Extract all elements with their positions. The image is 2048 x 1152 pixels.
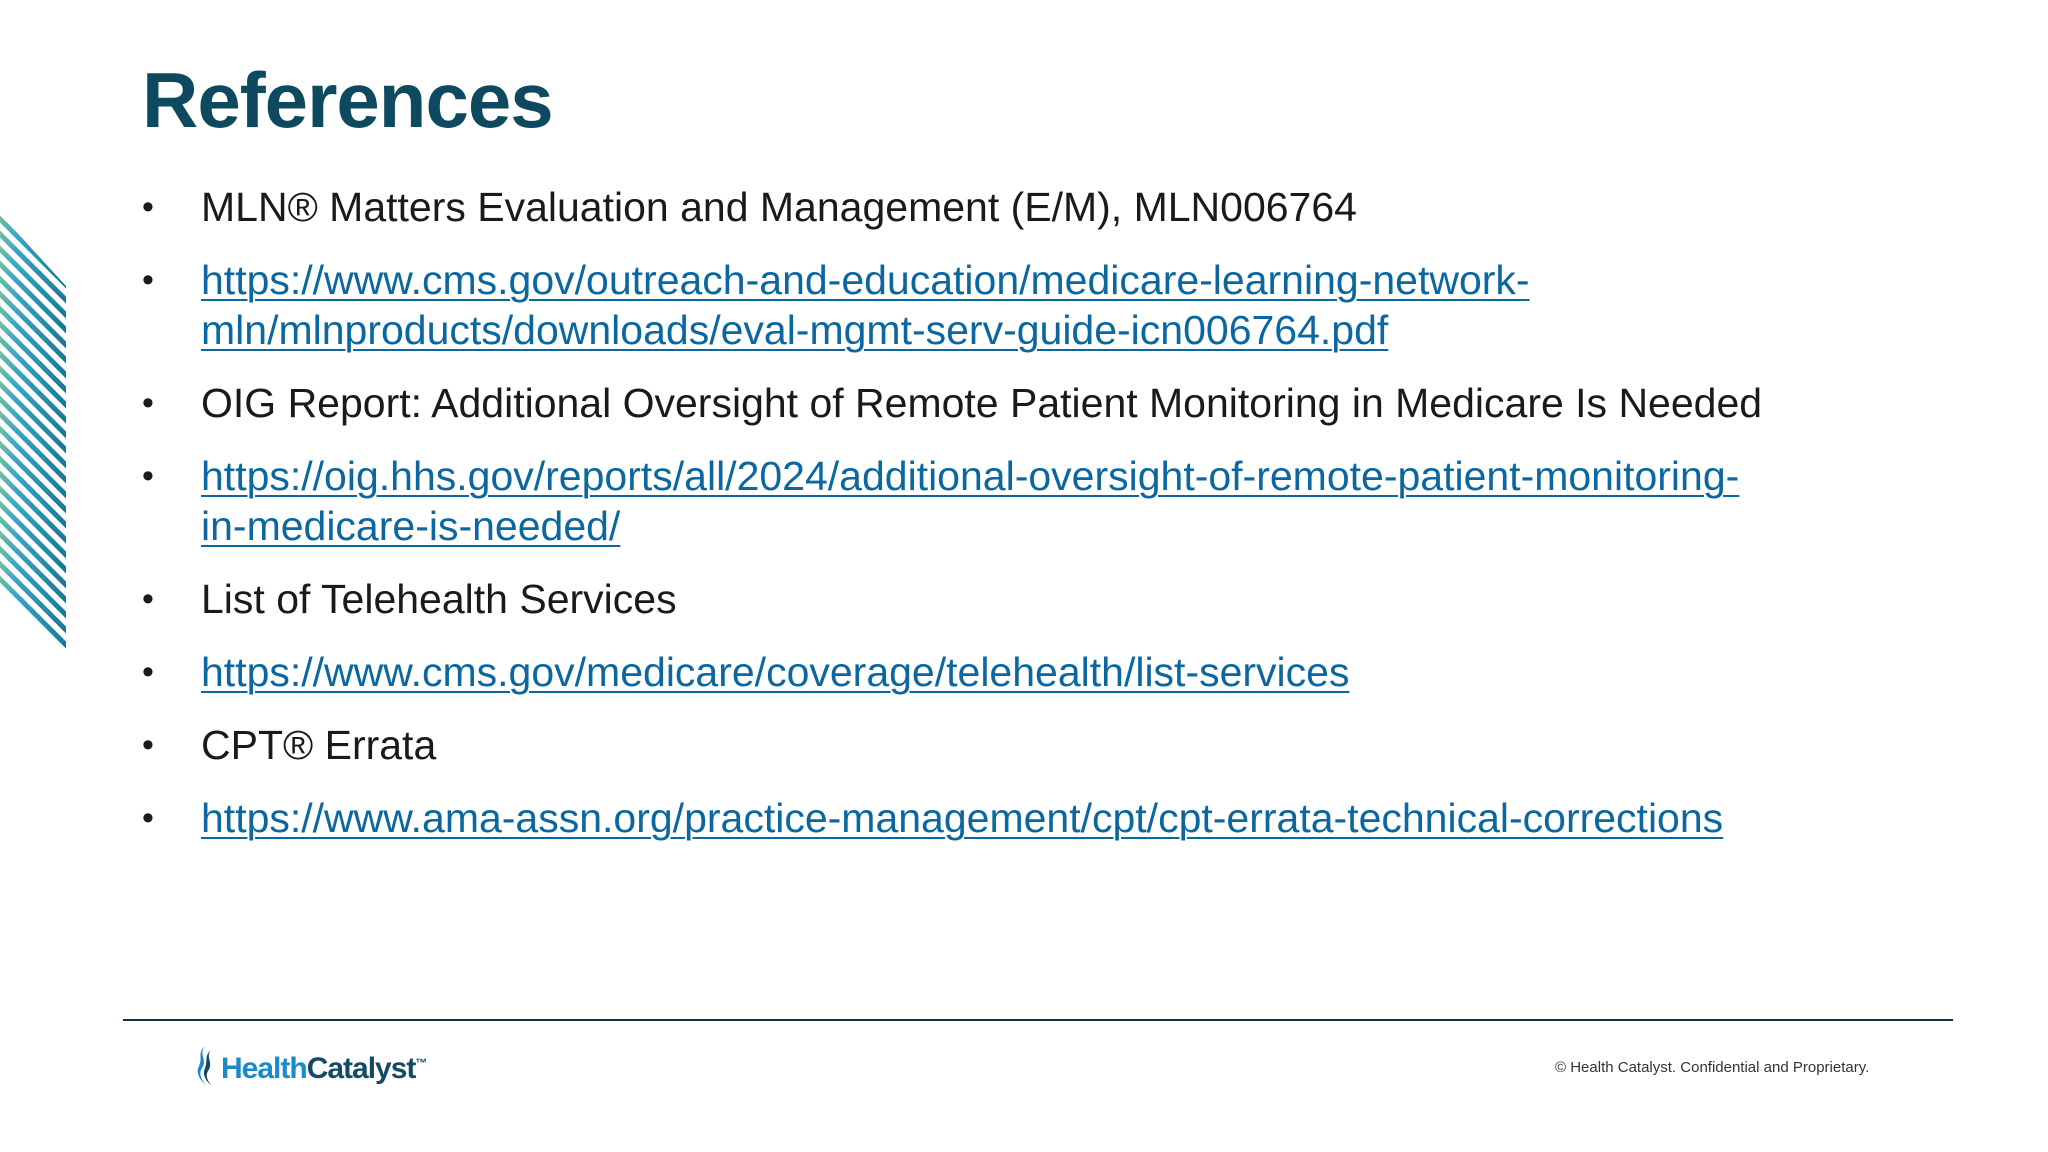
footer-divider [123,1019,1953,1021]
link-line-2: in-medicare-is-needed/ [201,503,621,549]
bullet: • [142,188,154,226]
stripe-line [0,214,70,224]
slide-title: References [142,56,553,144]
reference-text: List of Telehealth Services [201,576,677,622]
reference-item [142,793,1942,843]
reference-item [142,182,1942,232]
bullet: • [142,726,154,764]
reference-item [142,647,1942,697]
reference-link-cms-em-guide[interactable] [201,257,1530,353]
stripe-line [0,644,70,656]
logo-wordmark-health: Health [221,1052,307,1085]
reference-link-oig-report[interactable] [201,453,1739,549]
reference-item [142,451,1942,551]
bullet: • [142,457,154,495]
health-catalyst-logo [192,1044,426,1088]
link-line-2: mln/mlnproducts/downloads/eval-mgmt-serv-guide-icn006764.pdf [201,307,1389,353]
reference-item [142,255,1942,355]
reference-item [142,574,1942,624]
health-catalyst-flame-logo [192,1044,218,1088]
bullet: • [142,384,154,422]
bullet: • [142,799,154,837]
link-line-1: https://oig.hhs.gov/reports/all/2024/additional-oversight-of-remote-patient-monitoring- [201,453,1740,499]
reference-link-cpt-errata[interactable]: https://www.ama-assn.org/practice-management/cpt/cpt-errata-technical-corrections [201,795,1724,841]
trademark-mark: ™ [415,1056,427,1070]
logo-wordmark-catalyst: Catalyst [306,1052,416,1085]
reference-text: CPT® Errata [201,722,437,768]
bullet: • [142,580,154,618]
copyright-notice: © Health Catalyst. Confidential and Proprietary. [1555,1059,1870,1076]
reference-text: OIG Report: Additional Oversight of Remote Patient Monitoring in Medicare Is Needed [201,380,1763,426]
reference-item [142,378,1942,428]
reference-text: MLN® Matters Evaluation and Management (E/M), MLN006764 [201,184,1357,230]
diagonal-stripes-decoration [0,214,70,656]
bullet: • [142,261,154,299]
reference-item [142,720,1942,770]
bullet: • [142,653,154,691]
stripe-line [0,629,70,656]
link-line-1: https://www.cms.gov/outreach-and-education/medicare-learning-network- [201,257,1530,303]
reference-link-telehealth-list[interactable]: https://www.cms.gov/medicare/coverage/telehealth/list-services [201,649,1350,695]
reference-list [142,182,1942,866]
